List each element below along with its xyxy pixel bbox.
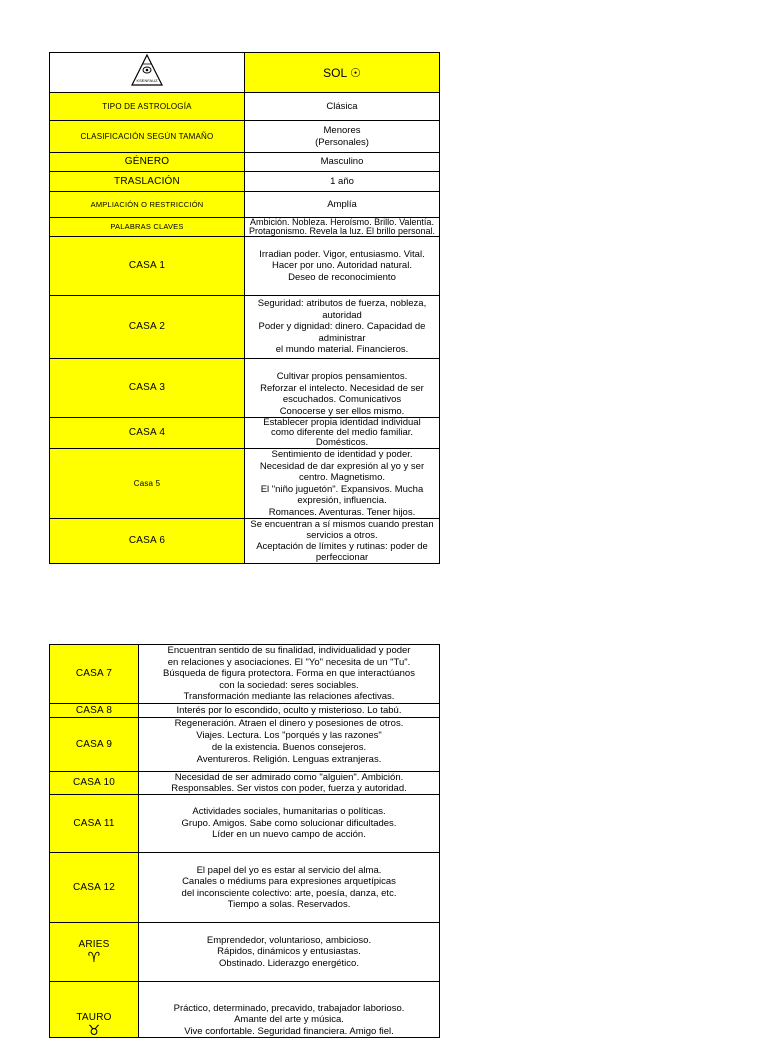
row-value <box>245 418 440 449</box>
sol-title: SOL <box>323 65 347 80</box>
row-value <box>139 923 440 982</box>
row-value <box>139 982 440 1038</box>
taurus-icon: ♉ <box>87 1022 101 1038</box>
row-label: GÉNERO <box>50 153 245 172</box>
value-text: Encuentran sentido de su finalidad, individualidad y poder en relaciones y asociaciones. El "Yo" necesita de un "Tu". Búsqueda de figura protectora. Forma en que interactúanos con la sociedad: seres sociables. Transformación mediante las relaciones afectivas. <box>163 645 415 702</box>
svg-text:KSENFAUZ: KSENFAUZ <box>136 78 158 83</box>
row-label: AMPLIACIÓN O RESTRICCIÓN <box>50 192 245 218</box>
row-label: CLASIFICACIÓN SEGÚN TAMAÑO <box>50 121 245 153</box>
sign-name: TAURO <box>76 1012 112 1023</box>
row-label: CASA 6 <box>50 519 245 564</box>
sol-table <box>49 52 440 564</box>
row-value: Interés por lo escondido, oculto y misterioso. Lo tabú. <box>139 704 440 718</box>
row-label: CASA 10 <box>50 772 139 795</box>
logo-cell <box>50 53 245 93</box>
value-text: Irradian poder. Vigor, entusiasmo. Vital. Hacer por uno. Autoridad natural. Deseo de reconocimiento <box>259 248 425 283</box>
row-label: Casa 5 <box>50 449 245 519</box>
row-label: TIPO DE ASTROLOGÍA <box>50 93 245 121</box>
sol-header <box>245 53 440 93</box>
value-text: Necesidad de ser admirado como "alguien". Ambición. Responsables. Ser vistos con poder, fuerza y autoridad. <box>171 772 407 794</box>
value-text: Cultivar propios pensamientos. Reforzar el intelecto. Necesidad de ser escuchados. Comunicativos Conocerse y ser ellos mismo. <box>260 371 424 417</box>
row-value <box>245 121 440 153</box>
row-value: Amplía <box>245 192 440 218</box>
row-label: CASA 4 <box>50 418 245 449</box>
row-label: CASA 9 <box>50 718 139 772</box>
row-value: Masculino <box>245 153 440 172</box>
row-value: 1 año <box>245 172 440 192</box>
row-value <box>245 519 440 564</box>
value-text: Establecer propia identidad individual como diferente del medio familiar. Domésticos. <box>263 417 421 448</box>
row-label: CASA 1 <box>50 237 245 296</box>
value-text: Se encuentran a sí mismos cuando prestan servicios a otros. Aceptación de límites y rutinas: poder de perfeccionar <box>250 519 434 563</box>
row-label: CASA 12 <box>50 853 139 923</box>
row-label <box>50 923 139 982</box>
logo-icon <box>130 53 164 87</box>
row-value <box>245 359 440 418</box>
houses-signs-table <box>49 644 440 1038</box>
row-value: Clásica <box>245 93 440 121</box>
value-text: El papel del yo es estar al servicio del alma. Canales o médiums para expresiones arquetípicas del inconsciente colectivo: arte, poesía, danza, etc. Tiempo a solas. Reservados. <box>181 864 397 910</box>
row-value <box>245 218 440 237</box>
sign-name: ARIES <box>78 939 110 950</box>
value-text: Ambición. Nobleza. Heroísmo. Brillo. Valentía. Protagonismo. Revela la luz. El brillo personal. <box>248 217 436 236</box>
value-text: Actividades sociales, humanitarias o políticas. Grupo. Amigos. Sabe como solucionar dificultades. Líder en un nuevo campo de acción. <box>181 806 397 841</box>
row-label: CASA 7 <box>50 645 139 704</box>
row-value <box>139 718 440 772</box>
row-label: PALABRAS CLAVES <box>50 218 245 237</box>
sun-symbol-icon: ☉ <box>350 65 361 80</box>
row-value <box>139 795 440 853</box>
value-text: Regeneración. Atraen el dinero y posesiones de otros. Viajes. Lectura. Los "porqués y las razones" de la existencia. Buenos consejeros. Aventureros. Religión. Lenguas extranjeras. <box>174 718 404 765</box>
value-text: Menores (Personales) <box>315 125 369 148</box>
value-text: Práctico, determinado, precavido, trabajador laborioso. Amante del arte y música. Vive confortable. Seguridad financiera. Amigo fiel. <box>173 1002 405 1037</box>
row-value <box>139 853 440 923</box>
row-value <box>245 296 440 359</box>
row-label <box>50 982 139 1038</box>
row-value <box>139 772 440 795</box>
row-label: CASA 11 <box>50 795 139 853</box>
row-label: CASA 3 <box>50 359 245 418</box>
row-value <box>245 237 440 296</box>
value-text: Emprendedor, voluntarioso, ambicioso. Rápidos, dinámicos y entusiastas. Obstinado. Liderazgo energético. <box>206 934 372 969</box>
aries-icon: ♈ <box>87 949 101 965</box>
row-value <box>245 449 440 519</box>
value-text: Sentimiento de identidad y poder. Necesidad de dar expresión al yo y ser centro. Magnetismo. El "niño juguetón". Expansivos. Mucha expresión, influencia. Romances. Aventuras. Tener hijos. <box>259 449 425 518</box>
row-label: CASA 8 <box>50 704 139 718</box>
row-label: TRASLACIÓN <box>50 172 245 192</box>
row-label: CASA 2 <box>50 296 245 359</box>
value-text: Seguridad: atributos de fuerza, nobleza, autoridad Poder y dignidad: dinero. Capacidad de administrar el mundo material. Financieros. <box>257 298 427 356</box>
row-value <box>139 645 440 704</box>
